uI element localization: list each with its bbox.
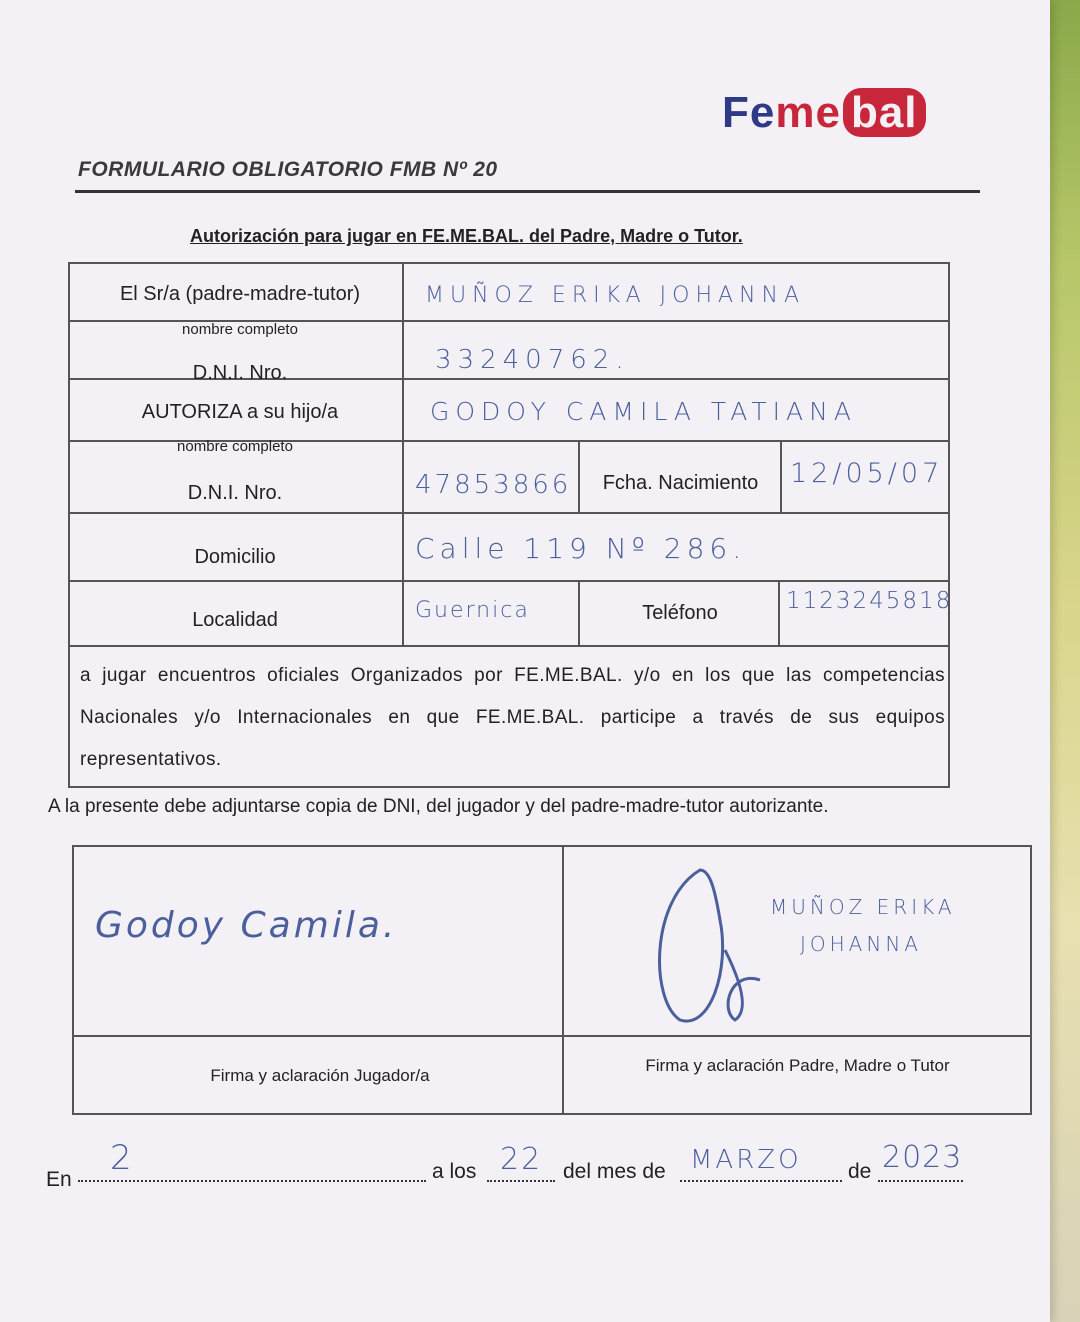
row-divider [68,645,950,647]
birth-date-label: Fcha. Nacimiento [602,472,759,494]
locality-label: Localidad [192,609,278,631]
parent-signature-caption: Firma y aclaración Padre, Madre o Tutor [645,1056,950,1075]
player-signature-caption: Firma y aclaración Jugador/a [210,1066,430,1085]
birth-date-value[interactable]: 12/05/07 [790,458,944,489]
column-divider [778,580,780,645]
footer-day-line [487,1178,555,1182]
footer-de-label: de [848,1160,872,1183]
femebal-logo [722,88,926,138]
child-name-label: AUTORIZA a su hijo/a [141,401,339,423]
child-dni-label: D.N.I. Nro. [187,482,283,504]
row-divider [68,512,950,514]
footer-en-label: En [46,1168,72,1191]
column-divider [578,440,580,512]
footer-month-value[interactable]: MARZO [690,1145,802,1175]
child-dni-value[interactable]: 47853866 [415,470,572,500]
logo-text-me: me [775,88,841,137]
phone-value[interactable]: 1123245818 [786,588,953,614]
phone-label: Teléfono [642,602,718,624]
authorization-text: a jugar encuentros oficiales Organizados por FE.ME.BAL. y/o en los que las competencias Nacionales y/o Internacionales en que FE.ME.BAL. participe a través de sus equipos representativos. [80,665,945,770]
attachment-note: A la presente debe adjuntarse copia de DNI, del jugador y del padre-madre-tutor autorizante. [48,796,829,817]
address-value[interactable]: Calle 119 Nº 286. [415,532,747,565]
footer-year-value[interactable]: 2023 [882,1140,963,1175]
parent-signature-line2: JOHANNA [800,932,922,956]
footer-place-line [78,1178,426,1182]
parent-signature-scribble [640,860,780,1030]
child-name-sublabel: nombre completo [177,438,293,455]
signature-column-divider [562,845,564,1115]
footer-month-label: del mes de [563,1160,666,1183]
column-divider [402,262,404,645]
footer-year-line [878,1178,963,1182]
child-name-value[interactable]: GODOY CAMILA TATIANA [430,397,857,426]
form-title: FORMULARIO OBLIGATORIO FMB Nº 20 [78,158,498,181]
parent-name-sublabel: nombre completo [182,321,298,338]
parent-name-label: El Sr/a (padre-madre-tutor) [119,283,361,305]
footer-place-value[interactable]: 2 [110,1138,138,1178]
footer-month-line [680,1178,842,1182]
column-divider [780,440,782,512]
address-label: Domicilio [194,546,276,568]
parent-dni-label: D.N.I. Nro. [192,362,288,384]
player-signature: Godoy Camila. [95,905,398,946]
parent-signature-line1: MUÑOZ ERIKA [770,895,956,919]
form-subtitle: Autorización para jugar en FE.ME.BAL. del Padre, Madre o Tutor. [190,226,743,246]
logo-text-bal: bal [843,88,926,137]
parent-name-value[interactable]: MUÑOZ ERIKA JOHANNA [425,283,806,308]
logo-text-fe: Fe [722,88,776,137]
signature-row-divider [72,1035,1032,1037]
parent-dni-value[interactable]: 33240762. [435,345,630,375]
column-divider [578,580,580,645]
footer-day-value[interactable]: 22 [500,1142,543,1177]
locality-value[interactable]: Guernica [415,598,530,623]
title-divider [75,190,980,193]
row-divider [68,580,950,582]
footer-a-los-label: a los [432,1160,477,1183]
